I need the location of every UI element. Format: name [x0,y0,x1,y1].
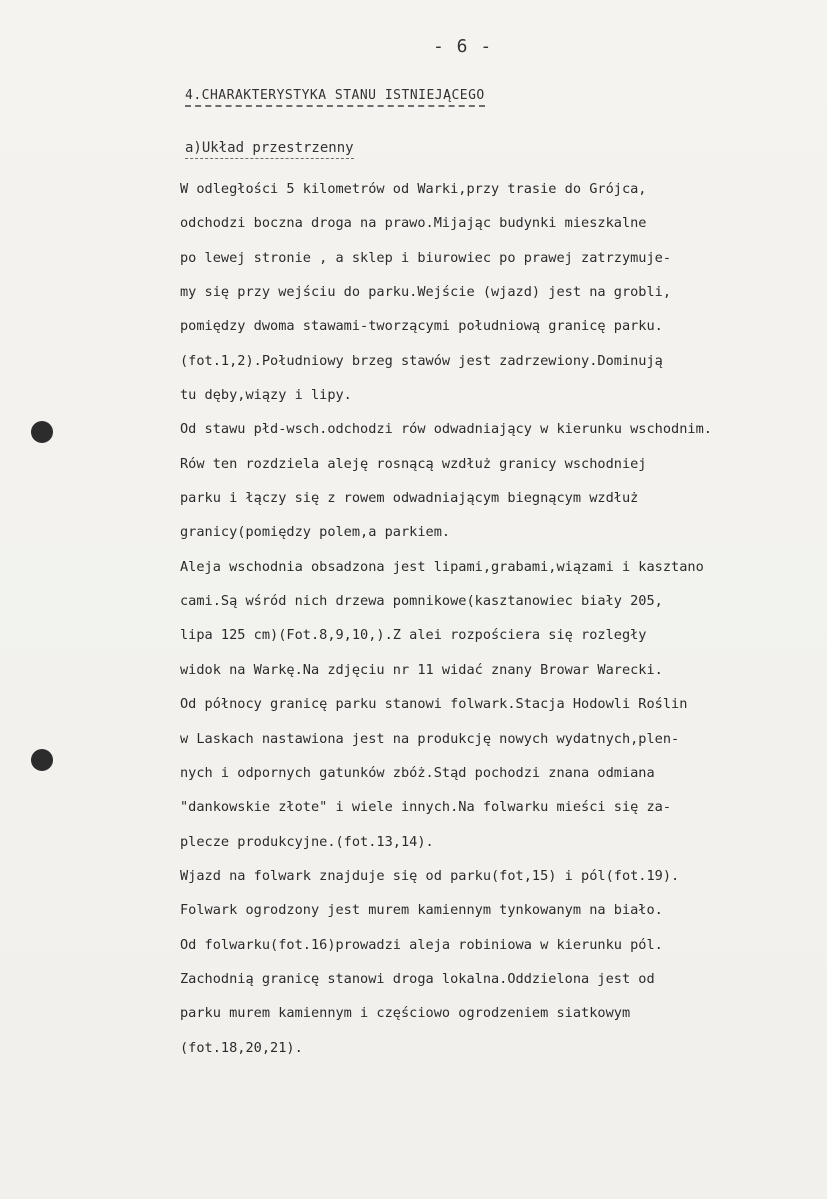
text-line: Od folwarku(fot.16)prowadzi aleja robiniowa w kierunku pól. [180,936,663,953]
text-line: Od stawu płd-wsch.odchodzi rów odwadniający w kierunku wschodnim. [180,421,712,438]
text-line: w Laskach nastawiona jest na produkcję nowych wydatnych,plen- [180,730,680,747]
text-line: nych i odpornych gatunków zbóż.Stąd pochodzi znana odmiana [180,764,655,781]
text-line: lipa 125 cm)(Fot.8,9,10,).Z alei rozpościera się rozległy [180,627,647,644]
text-line: Od północy granicę parku stanowi folwark.Stacja Hodowli Roślin [180,696,688,713]
text-line: W odległości 5 kilometrów od Warki,przy trasie do Grójca, [180,181,647,197]
subheading: a)Układ przestrzenny [185,140,354,159]
text-line: tu dęby,wiązy i lipy. [180,387,352,404]
text-line: (fot.1,2).Południowy brzeg stawów jest zadrzewiony.Dominują [180,352,663,369]
text-line: granicy(pomiędzy polem,a parkiem. [180,524,451,541]
text-line: Rów ten rozdziela aleję rosnącą wzdłuż granicy wschodniej [180,455,647,472]
text-line: plecze produkcyjne.(fot.13,14). [180,833,434,850]
text-line: pomiędzy dwoma stawami-tworzącymi południową granicę parku. [180,318,663,335]
text-line: (fot.18,20,21). [180,1039,303,1056]
text-line: cami.Są wśród nich drzewa pomnikowe(kasztanowiec biały 205, [180,593,663,610]
text-line: odchodzi boczna droga na prawo.Mijając budynki mieszkalne [180,215,647,232]
text-line: "dankowskie złote" i wiele innych.Na folwarku mieści się za- [180,799,672,816]
text-line: my się przy wejściu do parku.Wejście (wjazd) jest na grobli, [180,284,672,301]
punch-hole [31,421,53,443]
text-line: parku murem kamiennym i częściowo ogrodzeniem siatkowym [180,1005,631,1022]
text-line: parku i łączy się z rowem odwadniającym biegnącym wzdłuż [180,490,639,507]
text-line: Folwark ogrodzony jest murem kamiennym tynkowanym na biało. [180,902,663,919]
text-line: widok na Warkę.Na zdjęciu nr 11 widać znany Browar Warecki. [180,661,663,678]
text-line: Wjazd na folwark znajduje się od parku(fot,15) i pól(fot.19). [180,867,680,884]
punch-hole [31,749,53,771]
section-heading: 4.CHARAKTERYSTYKA STANU ISTNIEJĄCEGO [185,88,485,107]
body-text [180,172,820,1065]
page-number: - 6 - [433,36,493,57]
text-line: Zachodnią granicę stanowi droga lokalna.Oddzielona jest od [180,970,655,987]
text-line: po lewej stronie , a sklep i biurowiec po prawej zatrzymuje- [180,249,672,266]
text-line: Aleja wschodnia obsadzona jest lipami,grabami,wiązami i kasztano [180,558,704,575]
